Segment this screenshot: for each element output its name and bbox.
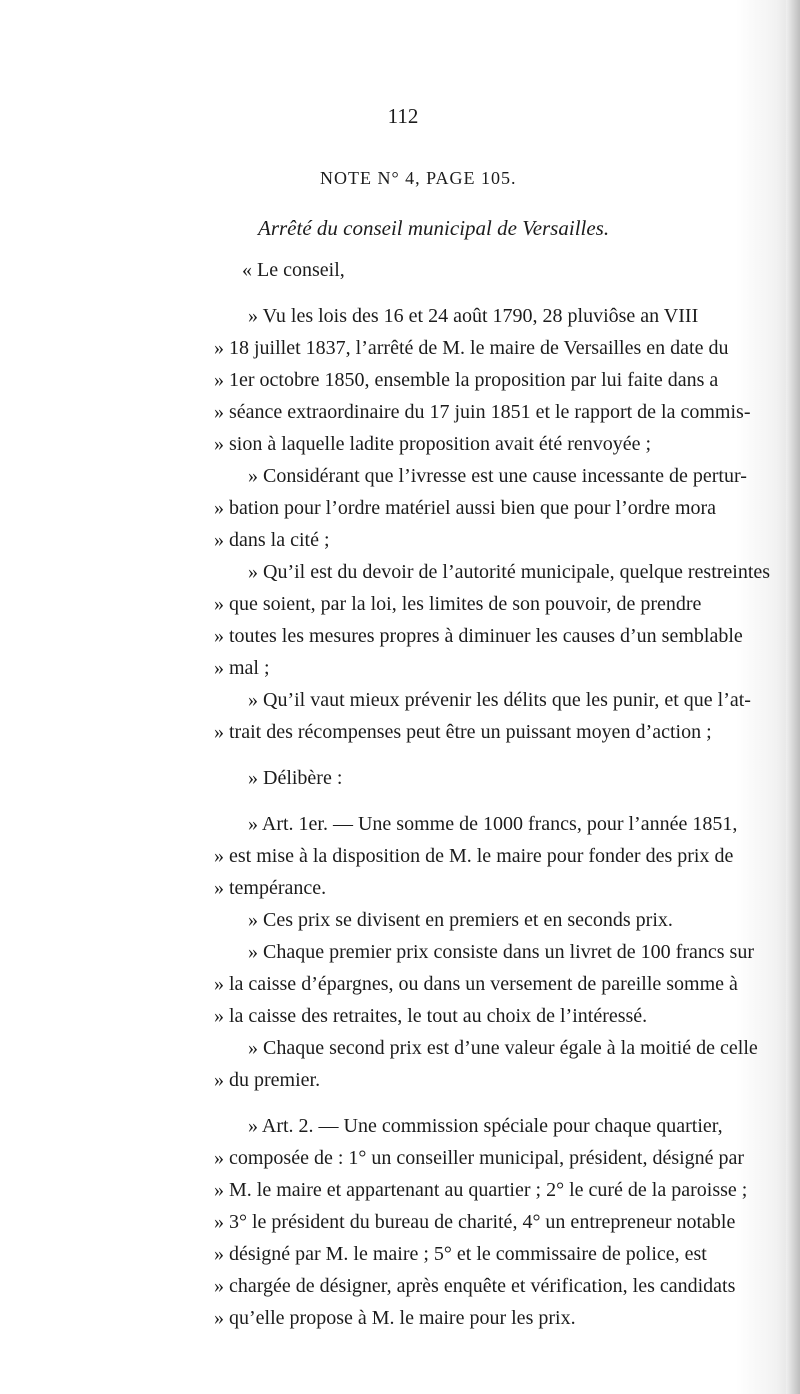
text-line: « Le conseil,	[242, 259, 345, 281]
text-line: » la caisse des retraites, le tout au choix de l’intéressé.	[214, 1005, 648, 1027]
page-edge-shadow	[786, 0, 800, 1394]
text-line: » toutes les mesures propres à diminuer les causes d’un semblable	[214, 625, 743, 647]
text-line: » chargée de désigner, après enquête et vérification, les candidats	[214, 1275, 736, 1297]
text-line: » bation pour l’ordre matériel aussi bien que pour l’ordre mora	[214, 497, 717, 519]
text-line: » M. le maire et appartenant au quartier ; 2° le curé de la paroisse ;	[214, 1179, 748, 1201]
text-line: » Art. 2. — Une commission spéciale pour chaque quartier,	[248, 1115, 723, 1137]
text-line: » tempérance.	[214, 877, 327, 899]
text-line: » composée de : 1° un conseiller municipal, président, désigné par	[214, 1147, 745, 1169]
text-line: » dans la cité ;	[214, 529, 330, 551]
text-line: » 3° le président du bureau de charité, 4° un entrepreneur notable	[214, 1211, 736, 1233]
text-line: » qu’elle propose à M. le maire pour les prix.	[214, 1307, 576, 1329]
text-line: » désigné par M. le maire ; 5° et le commissaire de police, est	[214, 1243, 707, 1265]
text-line: » Délibère :	[248, 767, 343, 789]
text-line: » Chaque premier prix consiste dans un livret de 100 francs sur	[248, 941, 754, 963]
document-title: Arrêté du conseil municipal de Versailles.	[258, 216, 610, 240]
text-line: » sion à laquelle ladite proposition avait été renvoyée ;	[214, 433, 652, 455]
text-line: » la caisse d’épargnes, ou dans un versement de pareille somme à	[214, 973, 738, 995]
text-line: » Qu’il vaut mieux prévenir les délits que les punir, et que l’at-	[248, 689, 751, 711]
text-line: » trait des récompenses peut être un puissant moyen d’action ;	[214, 721, 712, 743]
text-line: » que soient, par la loi, les limites de son pouvoir, de prendre	[214, 593, 702, 615]
text-line: » Ces prix se divisent en premiers et en seconds prix.	[248, 909, 673, 931]
text-line: » 18 juillet 1837, l’arrêté de M. le maire de Versailles en date du	[214, 337, 729, 359]
text-line: » Qu’il est du devoir de l’autorité municipale, quelque restreintes	[248, 561, 771, 583]
text-line: » 1er octobre 1850, ensemble la proposition par lui faite dans a	[214, 369, 719, 391]
text-line: » Considérant que l’ivresse est une cause incessante de pertur-	[248, 465, 747, 487]
page-number: 112	[387, 104, 419, 128]
text-line: » Vu les lois des 16 et 24 août 1790, 28 pluviôse an VIII	[248, 305, 699, 327]
text-line: » du premier.	[214, 1069, 321, 1091]
text-line: » séance extraordinaire du 17 juin 1851 et le rapport de la commis-	[214, 401, 751, 423]
text-line: » Art. 1er. — Une somme de 1000 francs, pour l’année 1851,	[248, 813, 738, 835]
text-line: » est mise à la disposition de M. le maire pour fonder des prix de	[214, 845, 734, 867]
note-heading: NOTE N° 4, PAGE 105.	[320, 168, 517, 188]
text-line: » Chaque second prix est d’une valeur égale à la moitié de celle	[248, 1037, 758, 1059]
text-line: » mal ;	[214, 657, 270, 679]
